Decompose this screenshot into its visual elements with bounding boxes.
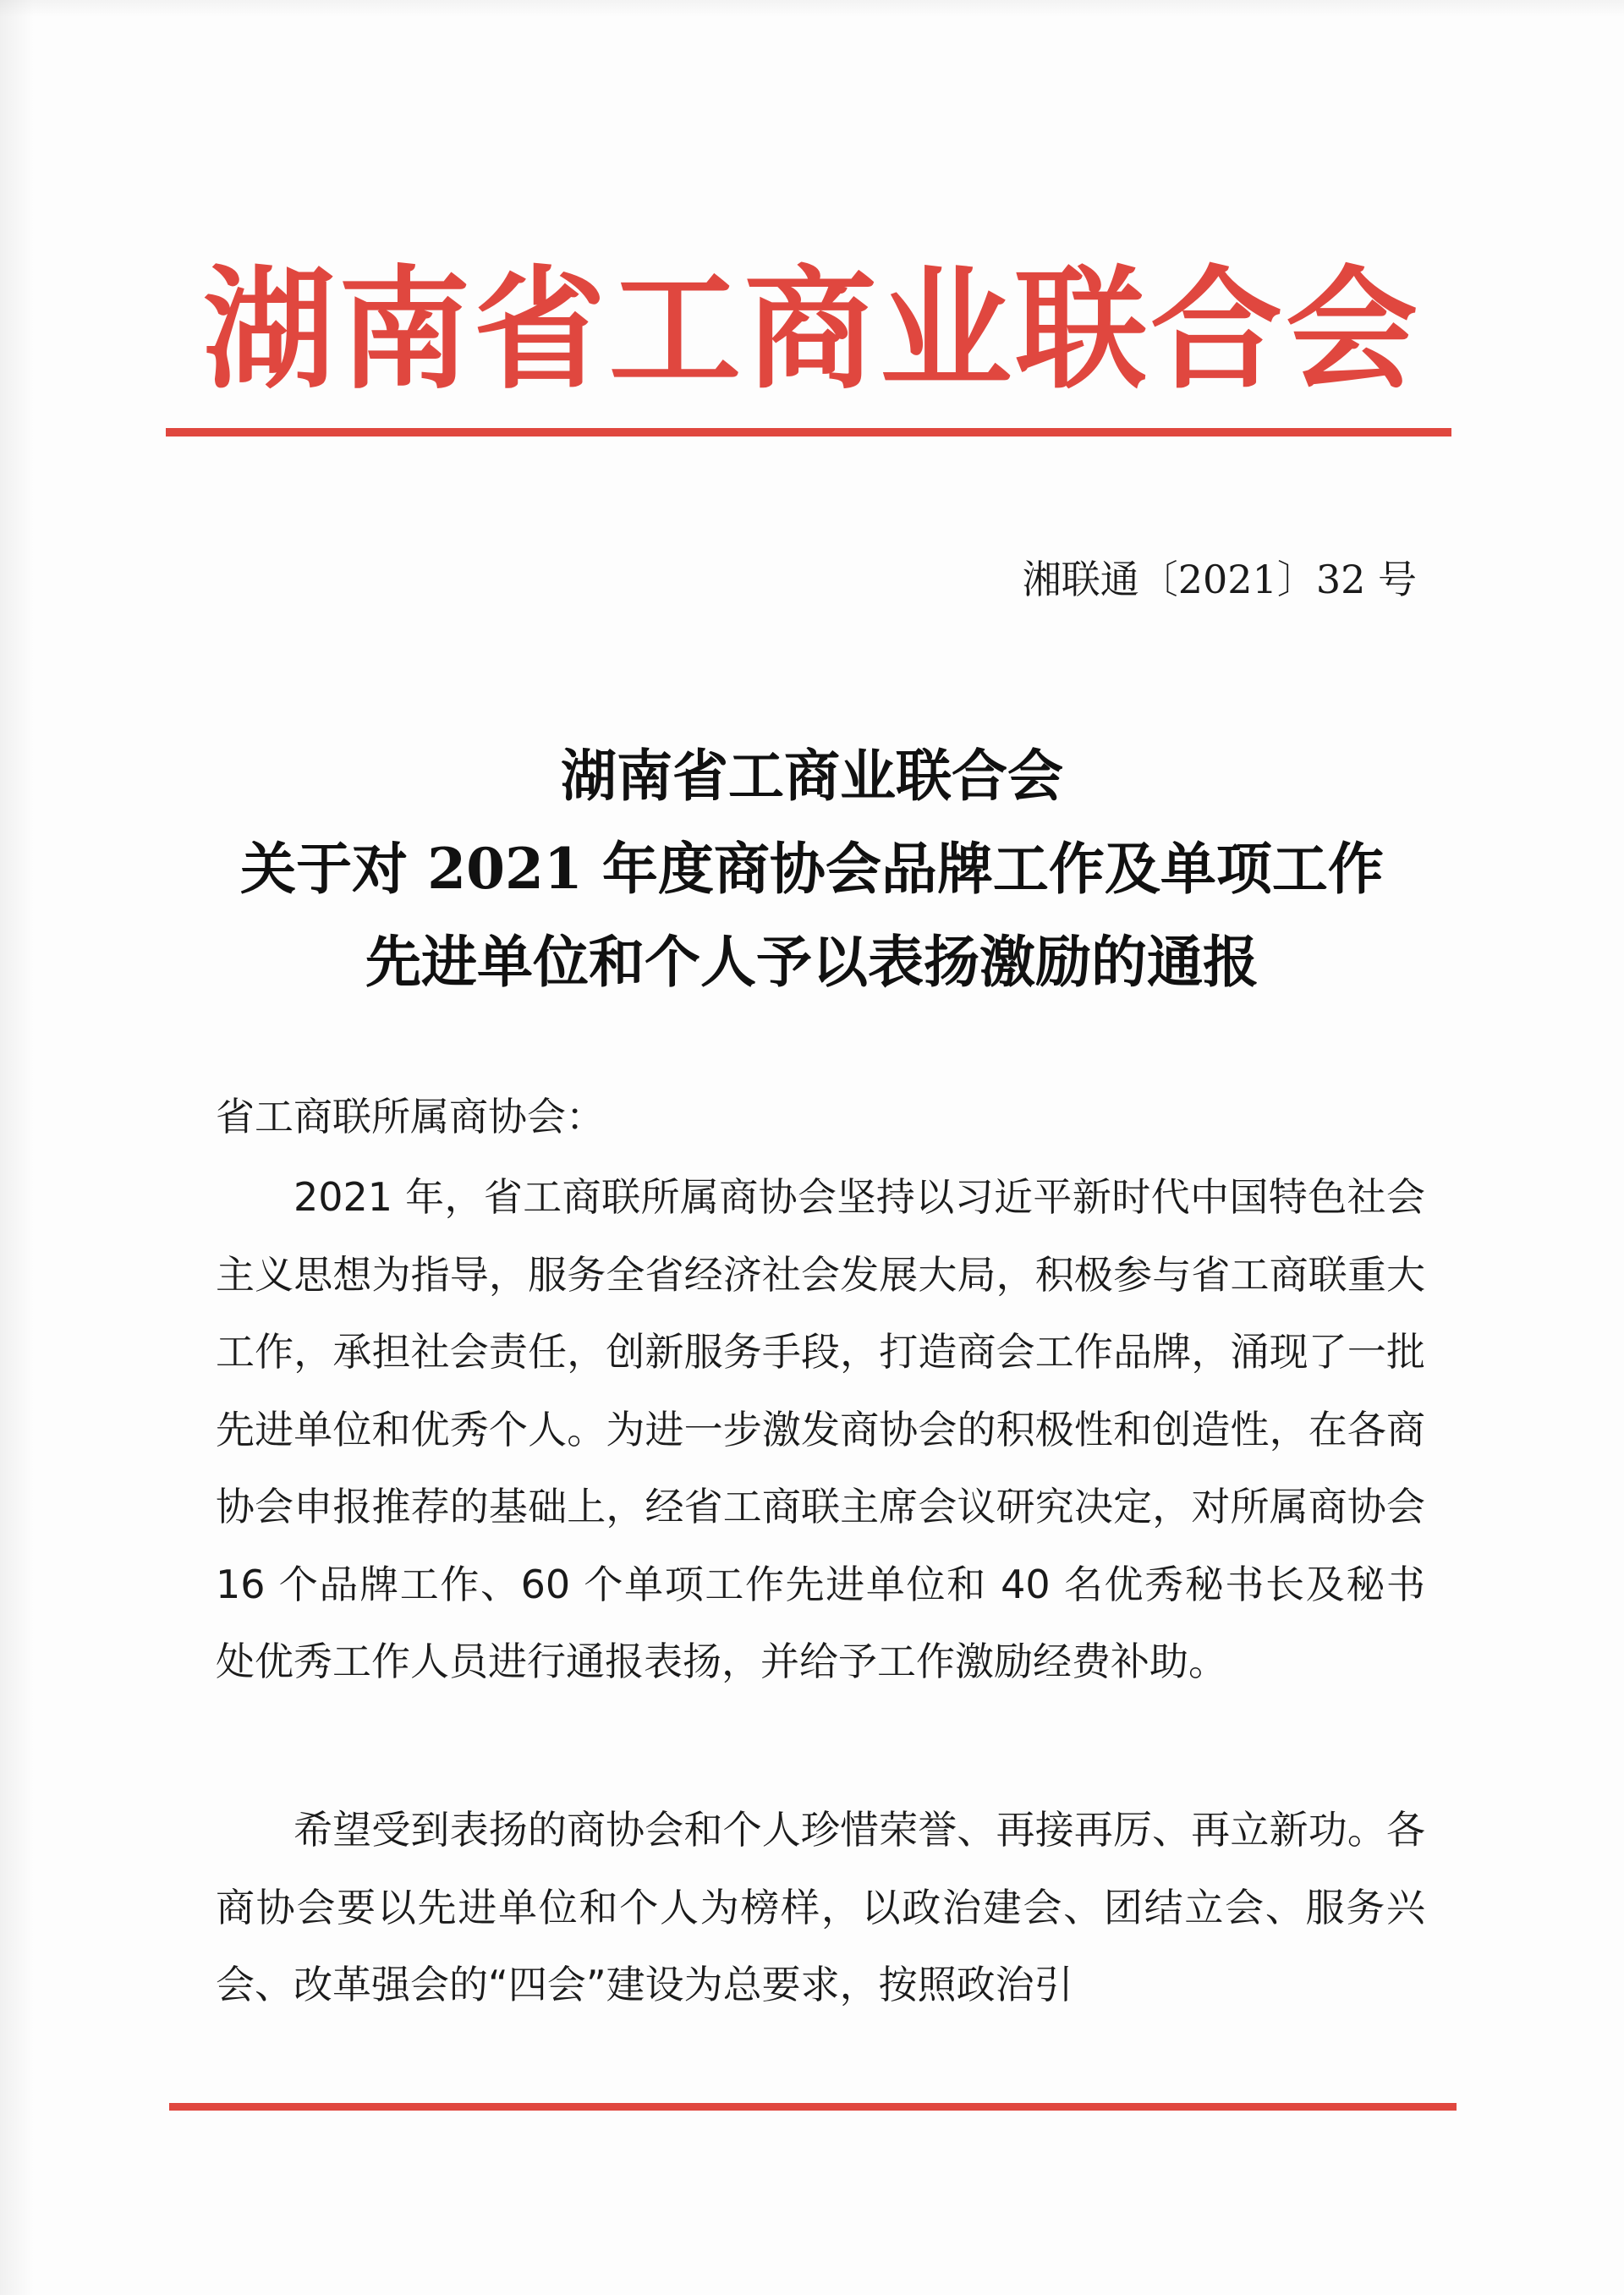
title-line-1: 湖南省工商业联合会 (561, 743, 1063, 809)
salutation: 省工商联所属商协会： (216, 1094, 605, 1139)
document-title (135, 729, 1489, 1008)
footer-red-rule (169, 2103, 1457, 2111)
scan-shadow-top (0, 0, 1624, 17)
letterhead-red-rule (166, 428, 1451, 436)
scan-shadow-left (0, 0, 34, 2295)
body-paragraph-2: 希望受到表扬的商协会和个人珍惜荣誉、再接再厉、再立新功。各商协会要以先进单位和个人为榜样，以政治建会、团结立会、服务兴会、改革强会的“四会”建设为总要求，按照政治引 (216, 1807, 1425, 2007)
body-paragraph-1: 2021 年，省工商联所属商协会坚持以习近平新时代中国特色社会主义思想为指导，服务全省经济社会发展大局，积极参与省工商联重大工作，承担社会责任，创新服务手段，打造商会工作品牌，涌现了一批先进单位和优秀个人。为进一步激发商协会的积极性和创造性，在各商协会申报推荐的基础上，经省工商联主席会议研究决定，对所属商协会 16 个品牌工作、60 个单项工作先进单位和 40 名优秀秘书长及秘书处优秀工作人员进行通报表扬，并给予工作激励经费补助。 (216, 1174, 1425, 1684)
title-line-3: 先进单位和个人予以表扬激励的通报 (365, 929, 1259, 995)
letterhead-org-name: 湖南省工商业联合会 (203, 252, 1421, 407)
document-number: 湘联通〔2021〕32 号 (1022, 557, 1417, 602)
title-line-2: 关于对 2021 年度商协会品牌工作及单项工作 (240, 836, 1384, 902)
